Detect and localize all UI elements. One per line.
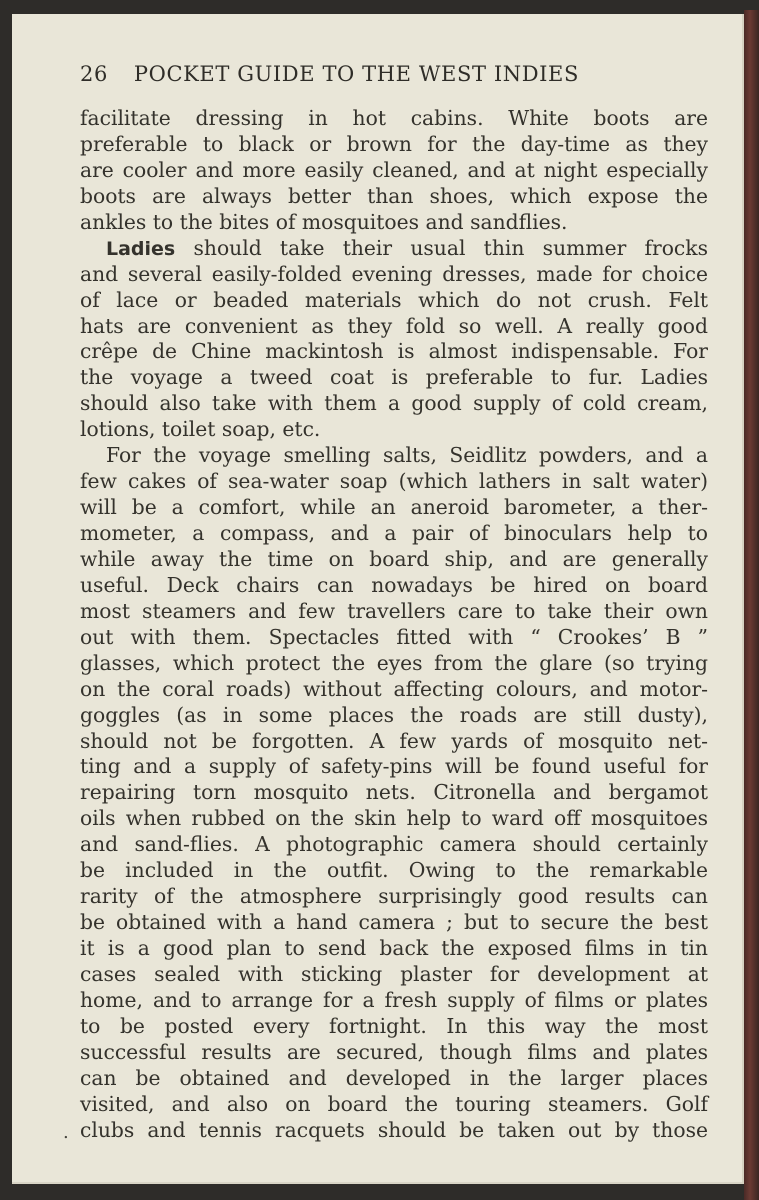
line-text: should not be forgotten. A few yards of mosquito net- xyxy=(80,728,708,753)
page-number: 26 xyxy=(80,62,108,86)
line-text: glasses, which protect the eyes from the glare (so trying xyxy=(80,650,708,675)
text-line xyxy=(80,1014,708,1040)
text-line xyxy=(80,625,708,651)
text-line xyxy=(80,1118,708,1144)
line-text: the voyage a tweed coat is preferable to fur. Ladies xyxy=(80,365,708,390)
line-text: rarity of the atmosphere surprisingly good results can xyxy=(80,884,708,909)
line-text: visited, and also on board the touring steamers. Golf xyxy=(80,1091,708,1116)
line-text: be included in the outfit. Owing to the remarkable xyxy=(80,858,708,883)
text-line xyxy=(80,677,708,703)
text-line xyxy=(80,936,708,962)
text-line xyxy=(80,729,708,755)
text-line xyxy=(80,1040,708,1066)
line-text: preferable to black or brown for the day-time as they xyxy=(80,131,708,156)
text-line xyxy=(80,443,708,469)
text-line xyxy=(80,236,708,262)
line-text: cases sealed with sticking plaster for development at xyxy=(80,961,708,986)
line-text: home, and to arrange for a fresh supply of films or plates xyxy=(80,987,708,1012)
text-line xyxy=(80,806,708,832)
running-title: POCKET GUIDE TO THE WEST INDIES xyxy=(133,62,579,86)
line-text: while away the time on board ship, and are generally xyxy=(80,546,708,571)
line-text: For the voyage smelling salts, Seidlitz powders, and a xyxy=(106,443,708,468)
running-header xyxy=(80,62,710,86)
text-line xyxy=(80,962,708,988)
line-text: it is a good plan to send back the exposed films in tin xyxy=(80,936,708,960)
text-line xyxy=(80,106,708,132)
line-text: hats are convenient as they fold so well. A really good xyxy=(80,313,708,338)
text-line xyxy=(80,547,708,573)
line-text: crêpe de Chine mackintosh is almost indispensable. For xyxy=(80,339,708,364)
text-line xyxy=(80,754,708,780)
line-text: and several easily-folded evening dresses, made for choice xyxy=(80,261,708,286)
line-text: on the coral roads) without affecting colours, and motor- xyxy=(80,676,708,701)
text-line xyxy=(80,703,708,729)
line-text: be obtained with a hand camera ; but to secure the best xyxy=(80,910,708,935)
line-text: will be a comfort, while an aneroid barometer, a ther- xyxy=(80,495,708,520)
scan-background xyxy=(0,0,759,14)
line-text: can be obtained and developed in the larger places xyxy=(80,1065,708,1090)
text-line xyxy=(80,832,708,858)
text-line xyxy=(80,391,708,417)
line-text: ankles to the bites of mosquitoes and sandflies. xyxy=(80,209,568,234)
text-line xyxy=(80,288,708,314)
text-line xyxy=(80,262,708,288)
text-line xyxy=(80,1066,708,1092)
run-in-heading: Ladies xyxy=(106,237,176,260)
text-line xyxy=(80,339,708,365)
margin-mark: . xyxy=(63,1122,69,1143)
text-line xyxy=(80,417,708,443)
text-line xyxy=(80,910,708,936)
line-text: of lace or beaded materials which do not crush. Felt xyxy=(80,287,708,312)
line-text: goggles (as in some places the roads are still dusty), xyxy=(80,702,708,727)
text-line xyxy=(80,210,708,236)
line-text: are cooler and more easily cleaned, and at night especially xyxy=(80,157,708,182)
text-line xyxy=(80,573,708,599)
line-text: mometer, a compass, and a pair of binoculars help to xyxy=(80,521,708,545)
body-text xyxy=(80,106,708,1144)
text-line xyxy=(80,132,708,158)
text-line xyxy=(80,314,708,340)
line-text: repairing torn mosquito nets. Citronella and bergamot xyxy=(80,780,708,805)
line-text: most steamers and few travellers care to take their own xyxy=(80,598,708,623)
text-line xyxy=(80,521,708,547)
line-text: oils when rubbed on the skin help to ward off mosquitoes xyxy=(80,806,708,831)
line-text: should take their usual thin summer frocks xyxy=(175,235,708,260)
text-line xyxy=(80,495,708,521)
line-text: should also take with them a good supply of cold cream, xyxy=(80,391,708,416)
text-line xyxy=(80,988,708,1014)
text-line xyxy=(80,1092,708,1118)
text-line xyxy=(80,858,708,884)
text-line xyxy=(80,780,708,806)
text-line xyxy=(80,599,708,625)
text-line xyxy=(80,651,708,677)
line-text: boots are always better than shoes, which expose the xyxy=(80,183,708,208)
text-line xyxy=(80,184,708,210)
line-text: to be posted every fortnight. In this way the most xyxy=(80,1013,708,1038)
line-text: out with them. Spectacles fitted with “ Crookes’ B ” xyxy=(80,624,708,649)
line-text: ting and a supply of safety-pins will be found useful for xyxy=(80,754,708,779)
text-line xyxy=(80,365,708,391)
line-text: useful. Deck chairs can nowadays be hired on board xyxy=(80,572,708,597)
line-text: lotions, toilet soap, etc. xyxy=(80,417,321,442)
text-line xyxy=(80,469,708,495)
text-line xyxy=(80,158,708,184)
line-text: clubs and tennis racquets should be taken out by those xyxy=(80,1117,708,1142)
line-text: and sand-flies. A photographic camera should certainly xyxy=(80,832,708,857)
line-text: few cakes of sea-water soap (which lathers in salt water) xyxy=(80,469,708,494)
text-line xyxy=(80,884,708,910)
book-spine-edge xyxy=(744,10,759,1200)
line-text: successful results are secured, though films and plates xyxy=(80,1039,708,1064)
line-text: facilitate dressing in hot cabins. White boots are xyxy=(80,106,708,130)
